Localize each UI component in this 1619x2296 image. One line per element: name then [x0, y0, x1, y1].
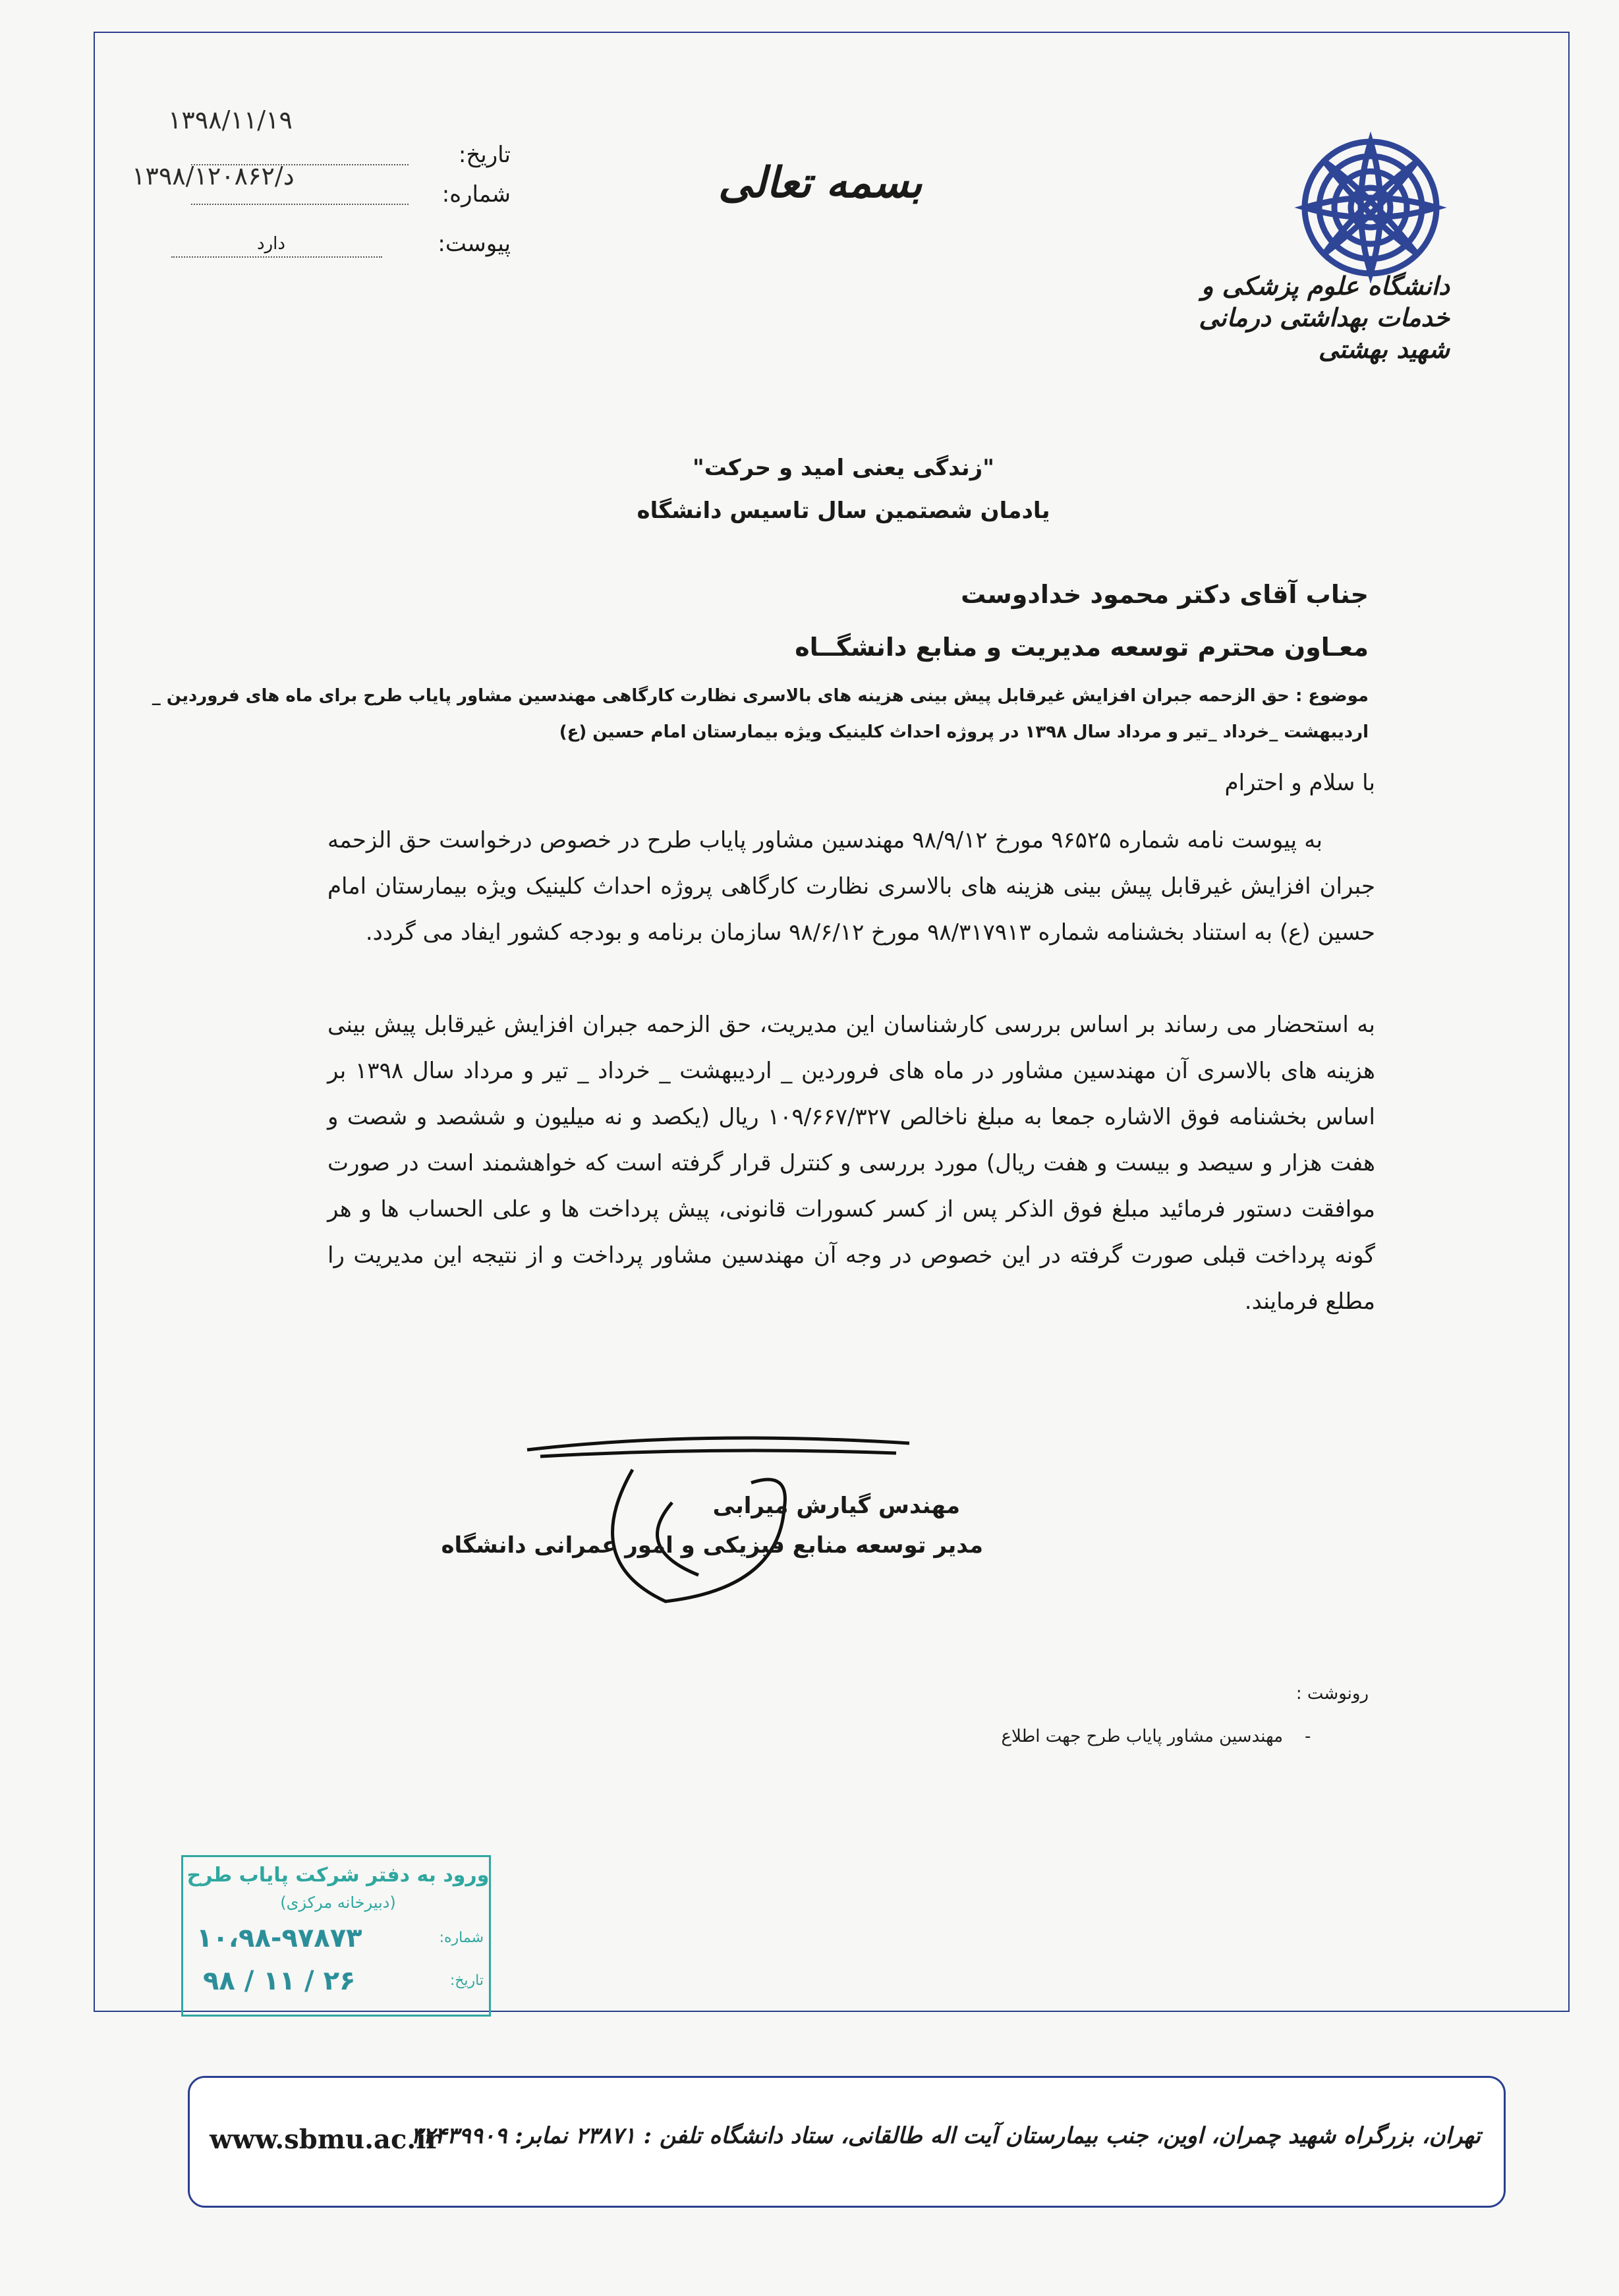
signatory-title: مدیر توسعه منابع فیزیکی و امور عمرانی دانشگاه	[441, 1532, 983, 1559]
recipient-name: جناب آقای دکتر محمود خدادوست	[961, 580, 1369, 609]
recipient-title: معـاون محترم توسعه مدیریت و منابع دانشگــاه	[795, 633, 1369, 662]
stamp-subtitle: (دبیرخانه مرکزی)	[280, 1893, 396, 1912]
stamp-number-label: شماره:	[439, 1930, 484, 1946]
number-dotted-line	[191, 181, 409, 205]
stamp-title: ورود به دفتر شرکت پایاب طرح	[186, 1864, 490, 1887]
signature-scribble-icon	[501, 1430, 923, 1628]
stamp-number-value: ۱۰،۹۸-۹۷۸۷۳	[196, 1923, 362, 1953]
signatory-name: مهندس گیارش میرابی	[712, 1493, 960, 1519]
attachment-value: دارد	[257, 234, 285, 254]
date-label: تاریخ:	[458, 142, 511, 168]
stamp-date-value: ۹۸ / ۱۱ / ۲۶	[203, 1966, 356, 1996]
footer-website[interactable]: www.sbmu.ac.ir	[210, 2124, 440, 2155]
motto-line-2: یادمان شصتمین سال تاسیس دانشگاه	[637, 498, 1050, 524]
footer-address: تهران، بزرگراه شهید چمران، اوین، جنب بیمارستان آیت اله طالقانی، ستاد دانشگاه تلفن : ۲۳۸۷۱ نمابر: ۲۲۴۳۹۹۰۹	[411, 2123, 1481, 2149]
body-paragraph-1: به پیوست نامه شماره ۹۶۵۲۵ مورخ ۹۸/۹/۱۲ مهندسین مشاور پایاب طرح در خصوص درخواست حق الزحمه جبران افزایش غیرقابل پیش بینی هزینه های بالاسری نظارت کارگاهی پروژه احداث کلینیک ویژه بیمارستان امام حسین (ع) به استناد بخشنامه شماره ۹۸/۳۱۷۹۱۳ مورخ ۹۸/۶/۱۲ سازمان برنامه و بودجه کشور ایفاد می گردد.	[327, 827, 1375, 946]
university-logo	[1173, 132, 1463, 382]
basmala-calligraphy: بسمه تعالی	[718, 158, 923, 208]
subject-line-1: موضوع : حق الزحمه جبران افزایش غیرقابل پیش بینی هزینه های بالاسری نظارت کارگاهی مهندسین مشاور پایاب طرح برای ماه های فروردین _	[152, 686, 1369, 706]
greeting: با سلام و احترام	[1224, 770, 1375, 796]
body-paragraph-2: به استحضار می رساند بر اساس بررسی کارشناسان این مدیریت، حق الزحمه جبران افزایش غیرقابل پیش بینی هزینه های بالاسری آن مهندسین مشاور در ماه های فروردین _ اردیبهشت _ خرداد _ تیر و مرداد سال ۱۳۹۸ بر اساس بخشنامه فوق الاشاره جمعا به مبلغ ناخالص ۱۰۹/۶۶۷/۳۲۷ ریال (یکصد و نه میلیون و ششصد و شصت و هفت هزار و سیصد و بیست و هفت ریال) مورد بررسی و کنترل قرار گرفته است که خواهشمند است در صورت موافقت دستور فرمائید مبلغ فوق الذکر پس از کسر کسورات قانونی، پیش پرداخت ها و علی الحساب ها و هر گونه پرداخت قبلی صورت گرفته در این خصوص در وجه آن مهندسین مشاور پرداخت و از نتیجه این مدیریت را مطلع فرمایند.	[327, 1012, 1375, 1315]
handwritten-signature	[501, 1430, 923, 1630]
number-label: شماره:	[441, 181, 511, 208]
subject-line-2: اردیبهشت _خرداد _تیر و مرداد سال ۱۳۹۸ در پروژه احداث کلینیک ویژه بیمارستان امام حسین (ع)	[559, 722, 1369, 742]
university-logo-text: دانشگاه علوم پزشکی و خدمات بهداشتی درمانی شهید بهشتی	[1199, 271, 1450, 364]
incoming-stamp	[181, 1855, 491, 2017]
cc-item: مهندسین مشاور پایاب طرح جهت اطلاع	[1001, 1727, 1283, 1746]
motto-line-1: "زندگی یعنی امید و حرکت"	[693, 455, 994, 481]
footer-address-box	[188, 2076, 1506, 2208]
date-value-handwritten: ۱۳۹۸/۱۱/۱۹	[168, 105, 293, 134]
number-value-handwritten: ۱۳۹۸/د/۱۲۰۸۶۲	[132, 161, 295, 190]
cc-item-dash: -	[1305, 1727, 1311, 1746]
stamp-date-label: تاریخ:	[449, 1972, 484, 1989]
cc-label: رونوشت :	[1295, 1684, 1369, 1704]
attachment-label: پیوست:	[438, 231, 511, 257]
